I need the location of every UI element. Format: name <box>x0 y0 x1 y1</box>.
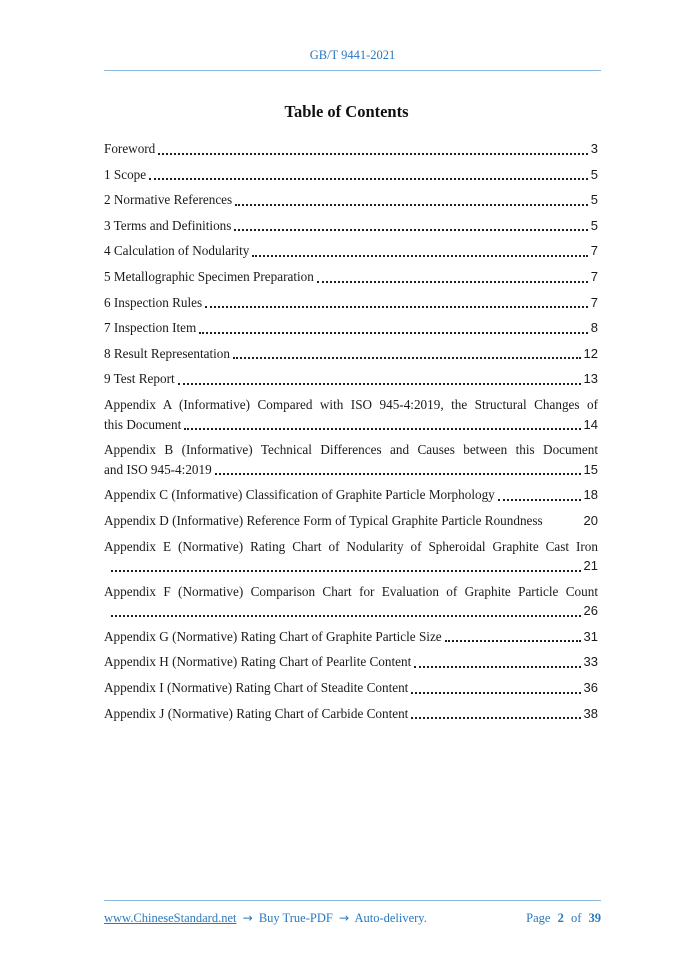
toc-dot-leader <box>215 473 581 475</box>
toc-page-number: 15 <box>583 461 598 477</box>
toc-entry-label: 7 Inspection Item <box>104 320 197 336</box>
doc-header <box>104 48 601 63</box>
toc-page-number: 7 <box>590 243 598 259</box>
toc-dot-leader <box>184 428 580 430</box>
page-label: Page <box>526 911 551 925</box>
toc-entry <box>104 369 598 389</box>
toc-dot-leader <box>252 255 587 257</box>
toc-page-number: 13 <box>583 371 598 387</box>
doc-number: GB/T 9441-2021 <box>309 48 396 62</box>
toc-entry-line <box>104 293 598 313</box>
toc-page-number: 26 <box>583 603 598 619</box>
toc-dot-leader <box>234 229 587 231</box>
toc-dot-leader <box>235 204 588 206</box>
toc-entry <box>104 652 598 672</box>
toc-entry-label: 8 Result Representation <box>104 345 230 361</box>
toc-entry-line <box>104 460 598 480</box>
toc-entry-line <box>104 601 598 621</box>
page-title: Table of Contents <box>284 102 409 121</box>
toc-page-number: 38 <box>583 705 598 721</box>
toc-entry <box>104 241 598 261</box>
toc-entry <box>104 511 598 531</box>
toc-page-number: 36 <box>583 680 598 696</box>
toc-entry-label: Appendix C (Informative) Classification of Graphite Particle Morphology <box>104 487 495 503</box>
toc-entry <box>104 293 598 313</box>
toc-dot-leader <box>498 499 581 501</box>
footer-left <box>104 911 430 926</box>
toc-entry-line <box>104 485 598 505</box>
footer-buy-text: Buy True-PDF <box>258 911 333 925</box>
toc-entry <box>104 485 598 505</box>
toc-entry-label: 1 Scope <box>104 166 147 182</box>
toc-entry-line <box>104 627 598 647</box>
page-indicator <box>522 911 601 926</box>
toc-page-number: 8 <box>590 320 598 336</box>
toc-dot-leader <box>317 281 588 283</box>
toc-entry <box>104 190 598 210</box>
toc-page-number: 7 <box>590 268 598 284</box>
toc-entry-label: 3 Terms and Definitions <box>104 217 232 233</box>
arrow-right-icon: → <box>338 911 349 925</box>
toc-entry-line <box>104 556 598 576</box>
toc-dot-leader <box>205 306 588 308</box>
toc-entry-label: Appendix J (Normative) Rating Chart of Carbide Content <box>104 705 409 721</box>
toc-dot-leader <box>111 570 581 572</box>
toc-page-number: 18 <box>583 487 598 503</box>
toc-list <box>104 139 598 729</box>
toc-entry-label: this Document <box>104 416 182 432</box>
toc-entry-label: 2 Normative References <box>104 192 233 208</box>
toc-entry-line <box>104 415 598 435</box>
toc-entry-line <box>104 165 598 185</box>
toc-page-number: 14 <box>583 416 598 432</box>
toc-entry-overflow-text: Appendix F (Normative) Comparison Chart for Evaluation of Graphite Particle Count <box>104 583 598 599</box>
page-current-number: 2 <box>557 911 564 925</box>
toc-dot-leader <box>414 666 580 668</box>
arrow-right-icon: → <box>242 911 253 925</box>
toc-page-number: 21 <box>583 558 598 574</box>
toc-entry-line <box>104 678 598 698</box>
toc-dot-leader <box>111 615 581 617</box>
toc-entry-line <box>104 216 598 236</box>
toc-entry-overflow-text: Appendix A (Informative) Compared with ISO 945-4:2019, the Structural Changes of <box>104 396 598 412</box>
toc-dot-leader <box>411 692 580 694</box>
toc-entry <box>104 216 598 236</box>
toc-entry-label: Appendix H (Normative) Rating Chart of Pearlite Content <box>104 654 412 670</box>
toc-dot-leader <box>199 332 587 334</box>
toc-entry-label: Appendix D (Informative) Reference Form of Typical Graphite Particle Roundness <box>104 512 543 528</box>
toc-page-number: 5 <box>590 192 598 208</box>
footer-link[interactable]: www.ChineseStandard.net <box>104 911 237 925</box>
toc-entry-line <box>104 344 598 364</box>
toc-dot-leader <box>178 383 581 385</box>
toc-entry-line <box>104 241 598 261</box>
toc-entry-label: 4 Calculation of Nodularity <box>104 243 250 259</box>
toc-page-number: 5 <box>590 166 598 182</box>
toc-page-number: 3 <box>590 141 598 156</box>
toc-entry-label: Appendix G (Normative) Rating Chart of Graphite Particle Size <box>104 628 442 644</box>
toc-entry <box>104 165 598 185</box>
page-total-number: 39 <box>588 911 601 925</box>
toc-entry <box>104 440 598 479</box>
toc-entry <box>104 537 598 576</box>
toc-entry-label: Appendix I (Normative) Rating Chart of Steadite Content <box>104 680 409 696</box>
of-label: of <box>570 911 582 925</box>
toc-entry-line <box>104 369 598 389</box>
toc-entry-label: 6 Inspection Rules <box>104 294 203 310</box>
toc-entry <box>104 267 598 287</box>
toc-page-number: 7 <box>590 294 598 310</box>
toc-dot-leader <box>445 640 581 642</box>
toc-page-number: 33 <box>583 654 598 670</box>
toc-entry-overflow-text: Appendix E (Normative) Rating Chart of Nodularity of Spheroidal Graphite Cast Iron <box>104 538 598 554</box>
toc-entry-label: and ISO 945-4:2019 <box>104 461 212 477</box>
toc-entry <box>104 627 598 647</box>
toc-dot-leader <box>149 178 588 180</box>
toc-entry <box>104 678 598 698</box>
toc-entry <box>104 582 598 621</box>
toc-entry-line <box>104 190 598 210</box>
toc-entry <box>104 318 598 338</box>
toc-page-number: 20 <box>583 512 598 528</box>
toc-entry-label: Foreword <box>104 141 156 156</box>
toc-page-number: 31 <box>583 628 598 644</box>
toc-entry-line <box>104 139 598 159</box>
footer-delivery-text: Auto-delivery. <box>354 911 427 925</box>
toc-dot-leader <box>233 357 581 359</box>
toc-entry-line <box>104 267 598 287</box>
toc-entry <box>104 344 598 364</box>
toc-entry <box>104 704 598 724</box>
toc-dot-leader <box>158 153 587 155</box>
header-divider <box>104 70 601 71</box>
toc-entry-overflow-text: Appendix B (Informative) Technical Differences and Causes between this Document <box>104 442 598 458</box>
toc-entry-line <box>104 704 598 724</box>
toc-entry-label: 5 Metallographic Specimen Preparation <box>104 268 314 284</box>
toc-entry <box>104 395 598 434</box>
toc-page-number: 5 <box>590 217 598 233</box>
toc-dot-leader <box>411 717 580 719</box>
toc-page-number: 12 <box>583 345 598 361</box>
toc-entry-line <box>104 511 598 531</box>
toc-entry <box>104 139 598 159</box>
toc-entry-line <box>104 318 598 338</box>
toc-entry-line <box>104 652 598 672</box>
toc-entry-label: 9 Test Report <box>104 371 175 387</box>
footer <box>104 900 601 926</box>
